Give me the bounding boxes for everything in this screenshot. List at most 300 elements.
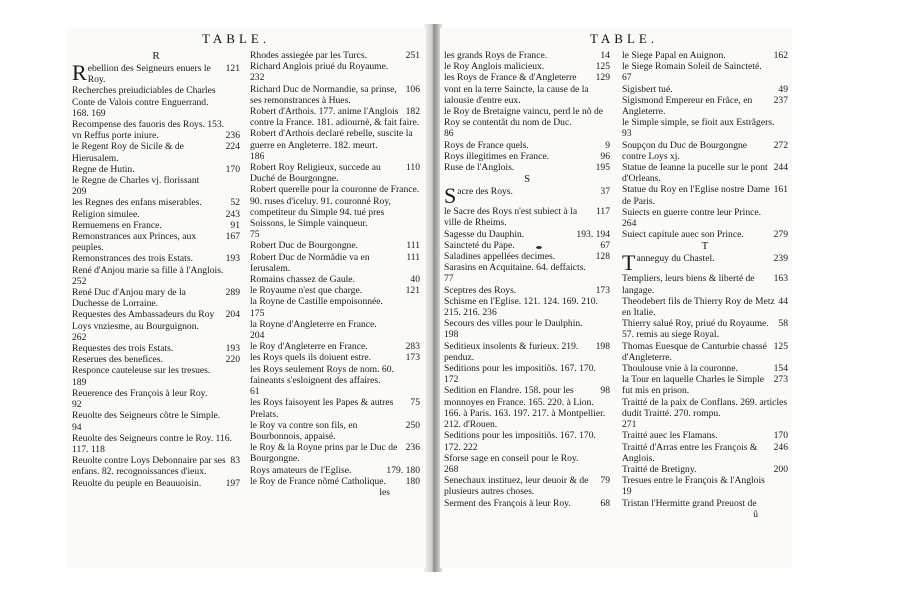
page-reference: 182 <box>405 106 420 118</box>
index-entry <box>622 318 788 340</box>
index-entry <box>622 72 788 83</box>
index-entry <box>72 175 240 186</box>
page-reference: 128 <box>595 251 610 263</box>
page-reference: 154 <box>773 363 788 375</box>
entry-text: 75 <box>250 229 260 241</box>
right-page <box>440 28 792 568</box>
index-entry <box>72 119 240 130</box>
index-entry <box>72 209 240 220</box>
entry-text: Remonstrances des trois Estats. <box>72 253 193 265</box>
page-reference: 121 <box>405 285 420 297</box>
entry-text: Robert querelle pour la couronne de France. 90. ruses d'iceluy. 91. couronné Roy, competiteur du Simple 94. tué pres Soissons, le Simple vainqueur. <box>250 184 420 230</box>
page-reference: 224 <box>225 141 240 153</box>
entry-text: le Siege Romain Soleil de Saincteté. <box>622 61 762 73</box>
index-entry <box>250 319 420 330</box>
entry-text: 262 <box>72 331 87 343</box>
entry-text: Romains chassez de Gaule. <box>250 274 355 286</box>
index-entry <box>444 140 610 151</box>
index-entry <box>250 106 420 128</box>
page-reference: 193. 194 <box>576 228 610 240</box>
index-entry <box>444 183 610 209</box>
page-reference: 111 <box>406 240 420 252</box>
index-entry <box>444 475 610 497</box>
page-reference: 204 <box>225 309 240 321</box>
index-entry <box>444 229 610 240</box>
ink-blot <box>536 246 542 249</box>
index-entry <box>622 273 788 295</box>
index-entry <box>444 341 610 363</box>
page-reference: 170 <box>773 430 788 442</box>
page-reference: 173 <box>405 352 420 364</box>
page-reference: 272 <box>773 139 788 151</box>
index-entry <box>622 363 788 374</box>
entry-text: Sigismond Empereur en Frãce, en Angleterre. <box>622 94 753 118</box>
page-reference: 246 <box>773 441 788 453</box>
entry-text: Seditions pour les impositiõs. 167. 170. <box>444 363 596 375</box>
entry-text: Templiers, leurs biens & liberté de langage. <box>622 273 755 296</box>
entry-text: Remuemens en France. <box>72 219 162 231</box>
index-entry <box>622 498 788 509</box>
index-entry <box>444 498 610 509</box>
page-reference: 193 <box>225 343 240 355</box>
index-entry <box>72 141 240 163</box>
index-entry <box>622 296 788 318</box>
page-reference: 110 <box>405 162 420 174</box>
index-entry <box>72 164 240 175</box>
page-reference: 44 <box>778 295 788 307</box>
page-reference: 250 <box>405 419 420 431</box>
page-reference: 195 <box>595 162 610 174</box>
index-entry <box>250 84 420 106</box>
index-entry <box>72 478 240 489</box>
page-reference: 239 <box>773 253 788 265</box>
index-entry <box>72 130 240 141</box>
page-reference: 125 <box>773 340 788 352</box>
entry-text: Tresues entre le François & l'Anglois <box>622 475 765 487</box>
index-entry <box>622 207 788 218</box>
page-reference: 170 <box>225 163 240 175</box>
entry-text: Traitté auec les Flamans. <box>622 430 718 442</box>
entry-text: Remonstrances aux Princes, aux peuples. <box>72 231 197 254</box>
index-entry <box>622 397 788 419</box>
page-reference: 79 <box>600 475 610 487</box>
entry-text: Requestes des Ambassadeurs du Roy Loys vnziesme, au Bourguignon. <box>72 309 215 332</box>
entry-text: 92 <box>72 399 82 411</box>
page-reference: 14 <box>600 50 610 61</box>
entry-text: le Roy va contre son fils, en Bourbonnois, appaisé. <box>250 419 358 442</box>
entry-text: Roys de France quels. <box>444 139 529 151</box>
index-entry <box>444 128 610 139</box>
entry-text: Richard Duc de Normandie, sa prinse, ses remonstrances à Hues. <box>250 83 397 106</box>
index-entry <box>250 420 420 442</box>
index-entry <box>250 386 420 397</box>
entry-text: Rhodes assiegée par les Turcs. <box>250 50 367 61</box>
index-entry <box>622 341 788 363</box>
entry-text: 264 <box>622 218 637 230</box>
entry-text: Schisme en l'Eglise. 121. 124. 169. 210. 215. 216. 236 <box>444 295 598 319</box>
index-entry <box>72 253 240 264</box>
index-entry <box>444 273 610 284</box>
index-entry <box>444 385 610 430</box>
catchword: les <box>379 486 390 498</box>
entry-text: Suiect capitule auec son Prince. <box>622 229 744 241</box>
entry-text: Thomas Euesque de Canturbie chassé d'Angleterre. <box>622 340 767 363</box>
entry-text: Rebellion des Seigneurs enuers le Roy. <box>72 60 211 86</box>
entry-text: le Regent Roy de Sicile & de Hierusalem. <box>72 141 184 164</box>
entry-text: Saincteté du Pape. <box>444 239 515 251</box>
index-entry <box>72 287 240 309</box>
entry-text: le Roy Anglois malicieux. <box>444 61 545 73</box>
entry-text: Reuolte des Seigneurs contre le Roy. 116. 117. 118 <box>72 432 232 455</box>
index-entry <box>250 274 420 285</box>
entry-text: les Roys quels ils doiuent estre. <box>250 352 371 364</box>
entry-text: vn Reffus porte iniure. <box>72 130 159 142</box>
entry-text: Reuerence des François à leur Roy. <box>72 387 208 399</box>
page-reference: 75 <box>410 397 420 409</box>
page-reference: 117 <box>595 206 610 218</box>
page-reference: 200 <box>773 463 788 475</box>
index-entry <box>72 433 240 455</box>
entry-text: 204 <box>250 330 265 342</box>
entry-text: Reuolte du peuple en Beauuoisin. <box>72 477 202 489</box>
running-head-right: TABLE. <box>590 31 659 46</box>
entry-text: Traitté d'Arras entre les François & Anglois. <box>622 441 758 464</box>
page-reference: 161 <box>773 184 788 196</box>
entry-text: René d'Anjou marie sa fille à l'Anglois. <box>72 264 224 276</box>
index-entry <box>622 374 788 396</box>
index-entry <box>444 206 610 228</box>
entry-text: 61 <box>250 386 260 398</box>
page-reference: 83 <box>230 455 240 467</box>
page-reference: 244 <box>773 162 788 174</box>
index-entry <box>72 309 240 331</box>
entry-text: 94 <box>72 421 82 433</box>
entry-text: Soupçon du Duc de Bourgongne contre Loys xj. <box>622 139 748 162</box>
entry-text: la Tour en laquelle Charles le Simple fut mis en prison. <box>622 374 764 397</box>
entry-text: le Roy de France nõmé Catholique. <box>250 475 386 487</box>
entry-text: Tanneguy du Chastel. <box>622 250 715 276</box>
entry-text: 172. 222 <box>444 441 478 453</box>
entry-text: 168. 169 <box>72 107 106 119</box>
entry-text: Richard Anglois priué du Royaume. <box>250 61 389 73</box>
entry-text: Senechaux instituez, leur deuoir & de plusieurs autres choses. <box>444 475 589 498</box>
page-reference: 49 <box>778 83 788 95</box>
page-reference: 180 <box>405 475 420 487</box>
page-reference: 279 <box>773 229 788 241</box>
index-entry <box>444 363 610 374</box>
entry-text: Saladines appellées decimes. <box>444 251 556 263</box>
index-entry <box>72 276 240 287</box>
index-entry <box>250 465 420 476</box>
entry-text: Sceptres des Roys. <box>444 284 517 296</box>
entry-text: Thierry salué Roy, priué du Royaume. 57. remis au siege Royal. <box>622 318 769 341</box>
index-entry <box>444 251 610 262</box>
index-entry <box>250 341 420 352</box>
index-entry <box>72 85 240 107</box>
page-reference: 162 <box>773 50 788 61</box>
index-entry <box>72 365 240 376</box>
right-column-2 <box>622 50 788 520</box>
entry-text: 268 <box>444 463 459 475</box>
index-entry <box>250 72 420 83</box>
index-entry <box>622 117 788 128</box>
index-entry <box>72 60 240 86</box>
entry-text: 77 <box>444 273 454 285</box>
index-entry <box>622 84 788 95</box>
index-entry <box>250 184 420 229</box>
page-reference: 111 <box>406 251 420 263</box>
index-entry <box>622 140 788 162</box>
entry-text: Seditions pour les impositiõs. 167. 170. <box>444 430 596 442</box>
entry-text: Reuolte contre Loys Debonnaire par ses enfans. 82. recognoissances d'ieux. <box>72 455 226 478</box>
entry-text: Sarasins en Acquitaine. 64. deffaicts. <box>444 262 586 274</box>
page-reference: 220 <box>225 354 240 366</box>
page-reference: 129 <box>595 72 610 84</box>
entry-text: Thoulouse vnie à la couronne. <box>622 363 738 375</box>
right-column-1 <box>444 50 610 509</box>
index-entry <box>250 397 420 419</box>
entry-text: 271 <box>622 419 637 431</box>
entry-text: le Sacre des Roys n'est subiect à la ville de Rheims. <box>444 206 578 229</box>
page-reference: 52 <box>230 197 240 209</box>
index-entry <box>250 162 420 184</box>
page-reference: 251 <box>405 50 420 61</box>
index-entry <box>250 50 420 61</box>
entry-text: Seditieux insolents & furieux. 219. penduz. <box>444 340 579 363</box>
entry-text: 86 <box>444 128 454 140</box>
section-letter-s: S <box>523 173 531 186</box>
index-entry <box>250 61 420 72</box>
index-entry <box>72 108 240 119</box>
page-reference: 197 <box>225 477 240 489</box>
page-reference: 125 <box>595 61 610 73</box>
entry-text: 67 <box>622 72 632 84</box>
entry-text: 175 <box>250 307 265 319</box>
entry-text: les grands Roys de France. <box>444 50 548 61</box>
entry-text: Sedition en Flandre. 158. pour les monnoyes en France. 165. 220. à Lion. 166. à Paris. 163. 197. 217. à Montpellier. 212. d'Rouen. <box>444 385 606 431</box>
index-entry <box>444 106 610 128</box>
entry-text: Robert Roy Religieux, succede au Duché de Bourgongne. <box>250 162 381 185</box>
index-entry <box>444 262 610 273</box>
entry-text: Regne de Hutin. <box>72 163 135 175</box>
entry-text: Sigisbert tué. <box>622 83 673 95</box>
index-entry <box>250 285 420 296</box>
entry-text: Serment des François à leur Roy. <box>444 497 571 509</box>
index-entry <box>72 343 240 354</box>
page-reference: 193 <box>225 253 240 265</box>
entry-text: Reserues des benefices. <box>72 354 163 366</box>
entry-text: Tristan l'Hermitte grand Preuost de <box>622 497 757 509</box>
index-entry <box>444 464 610 475</box>
page-reference: 173 <box>595 284 610 296</box>
entry-text: Requestes des trois Estats. <box>72 343 174 355</box>
page-reference: 91 <box>230 219 240 231</box>
index-entry <box>444 442 610 453</box>
entry-text: Statue de Ieanne la pucelle sur le pont d'Orleans. <box>622 162 768 185</box>
index-entry <box>444 61 610 72</box>
entry-text: Theodebert fils de Thierry Roy de Metz en Italie. <box>622 295 775 319</box>
entry-text: les Roys seulement Roys de nom. 60. faineants s'esloignent des affaires. <box>250 363 394 386</box>
index-entry <box>622 50 788 61</box>
entry-text: le Royaume n'est que charge. <box>250 285 363 297</box>
entry-text: Recompense des fauoris des Roys. 153. <box>72 119 225 131</box>
index-entry <box>250 128 420 150</box>
page-reference: 68 <box>600 497 610 509</box>
catchword: û <box>753 508 758 520</box>
index-entry <box>72 388 240 399</box>
page-reference: 243 <box>225 208 240 220</box>
index-entry <box>444 285 610 296</box>
index-entry <box>444 329 610 340</box>
index-entry <box>622 475 788 486</box>
index-entry <box>622 250 788 276</box>
entry-text: 209 <box>72 186 87 198</box>
index-entry <box>250 352 420 363</box>
entry-text: la Royne d'Angleterre en France. <box>250 318 377 330</box>
index-entry <box>250 240 420 251</box>
running-head-left: TABLE. <box>202 31 271 46</box>
index-entry <box>72 422 240 433</box>
page-reference: 236 <box>225 130 240 142</box>
index-entry <box>444 162 610 173</box>
entry-text: Recherches preiudiciables de Charles Conte de Valois contre Enguerrand. <box>72 85 216 108</box>
entry-text: 252 <box>72 275 87 287</box>
index-entry <box>622 419 788 430</box>
page-reference: 179. 180 <box>386 464 420 476</box>
page-reference: 37 <box>600 186 610 198</box>
index-entry <box>622 218 788 229</box>
left-column-2 <box>250 50 420 498</box>
index-entry <box>250 330 420 341</box>
page-reference: 106 <box>405 83 420 95</box>
index-entry <box>250 476 420 487</box>
page-reference: 96 <box>600 150 610 162</box>
index-entry <box>622 486 788 497</box>
entry-text: Roys illegitimes en France. <box>444 150 549 162</box>
entry-text: Statue du Roy en l'Eglise nostre Dame de Paris. <box>622 184 770 207</box>
entry-text: Religion simulee. <box>72 208 140 220</box>
page-reference: 198 <box>595 340 610 352</box>
page-reference: 237 <box>773 94 788 106</box>
entry-text: Robert d'Arthois. 177. anime l'Anglois contre la France. 181. adiournè, & fait faire. <box>250 106 420 129</box>
page-reference: 98 <box>600 385 610 397</box>
entry-text: Sacre des Roys. <box>444 183 513 209</box>
page-reference: 283 <box>405 341 420 353</box>
page-reference: 167 <box>225 231 240 243</box>
index-entry <box>444 50 610 61</box>
index-entry <box>72 332 240 343</box>
index-entry <box>72 399 240 410</box>
section-letter-r: R <box>152 50 160 62</box>
page-reference: 289 <box>225 287 240 299</box>
entry-text: le Siege Papal en Auignon. <box>622 50 726 61</box>
index-entry <box>72 410 240 421</box>
entry-text: 198 <box>444 329 459 341</box>
index-entry <box>622 95 788 117</box>
page-reference: 40 <box>410 274 420 286</box>
index-entry <box>72 197 240 208</box>
index-entry <box>250 308 420 319</box>
entry-text: le Roy de Bretaigne vaincu, perd le nõ de Roy se contentãt du nom de Duc. <box>444 106 604 129</box>
page-reference: 121 <box>225 63 240 74</box>
entry-text: Secours des villes pour le Daulphin. <box>444 318 583 330</box>
index-entry <box>72 231 240 253</box>
entry-text: les Roys de France & d'Angleterre vont en la terre Saincte, la cause de la ialousie d'entre eux. <box>444 72 589 106</box>
page-reference: 58 <box>778 318 788 330</box>
entry-text: 186 <box>250 150 265 162</box>
page-reference: 9 <box>605 139 610 151</box>
entry-text: la Royne de Castille empoisonnée. <box>250 296 383 308</box>
left-page <box>66 28 426 568</box>
entry-text: Suiects en guerre contre leur Prince. <box>622 206 762 218</box>
entry-text: Robert Duc de Bourgongne. <box>250 240 358 252</box>
index-entry <box>444 453 610 464</box>
index-entry <box>250 364 420 386</box>
entry-text: Robert Duc de Normãdie va en Ierusalem. <box>250 251 370 274</box>
entry-text: le Regne de Charles vj. florissant <box>72 175 200 187</box>
index-entry <box>444 240 610 251</box>
index-entry <box>250 442 420 464</box>
index-entry <box>72 220 240 231</box>
entry-text: Sforse sage en conseil pour le Roy. <box>444 452 579 464</box>
left-column-1 <box>72 50 240 489</box>
index-entry <box>72 265 240 276</box>
entry-text: René Duc d'Anjou mary de la Duchesse de Lorraine. <box>72 287 186 310</box>
index-entry <box>250 252 420 274</box>
entry-text: Roys amateurs de l'Eglise. <box>250 464 352 476</box>
entry-text: 189 <box>72 376 87 388</box>
entry-text: Traitté de la paix de Conflans. 269. articles dudit Traitté. 270. rompu. <box>622 396 788 419</box>
index-entry <box>444 72 610 106</box>
entry-text: 172 <box>444 374 459 386</box>
entry-text: 19 <box>622 486 632 498</box>
entry-text: 232 <box>250 72 265 84</box>
entry-text: Reuolte des Seigneurs cõtre le Simple. <box>72 410 221 422</box>
index-entry <box>622 229 788 240</box>
index-entry <box>72 455 240 477</box>
entry-text: les Regnes des enfans miserables. <box>72 197 202 209</box>
index-entry <box>250 229 420 240</box>
section-letter-t: T <box>701 240 709 253</box>
entry-text: Responce cauteleuse sur les tresues. <box>72 365 211 377</box>
entry-text: Robert d'Arthois declaré rebelle, suscite la guerre en Angleterre. 182. meurt. <box>250 128 413 151</box>
index-entry <box>622 442 788 464</box>
index-entry <box>72 186 240 197</box>
index-entry <box>250 151 420 162</box>
index-entry <box>622 61 788 72</box>
index-entry <box>622 184 788 206</box>
entry-text: le Roy d'Angleterre en France. <box>250 341 368 353</box>
index-entry <box>444 374 610 385</box>
index-entry <box>444 296 610 318</box>
page-reference: 67 <box>600 239 610 251</box>
index-entry <box>444 430 610 441</box>
index-entry <box>622 430 788 441</box>
entry-text: 93 <box>622 128 632 140</box>
index-entry <box>444 151 610 162</box>
page-reference: 273 <box>773 374 788 386</box>
index-entry <box>72 354 240 365</box>
entry-text: Traitté de Bretigny. <box>622 463 697 475</box>
index-entry <box>444 318 610 329</box>
index-entry <box>72 377 240 388</box>
entry-text: le Roy & la Royne prins par le Duc de Bourgongne. <box>250 442 398 465</box>
page-reference: 163 <box>773 273 788 285</box>
index-entry <box>250 296 420 307</box>
index-entry <box>622 162 788 184</box>
entry-text: le Simple simple, se fioit aux Estrãgers. <box>622 117 775 129</box>
page-reference: 236 <box>405 442 420 454</box>
